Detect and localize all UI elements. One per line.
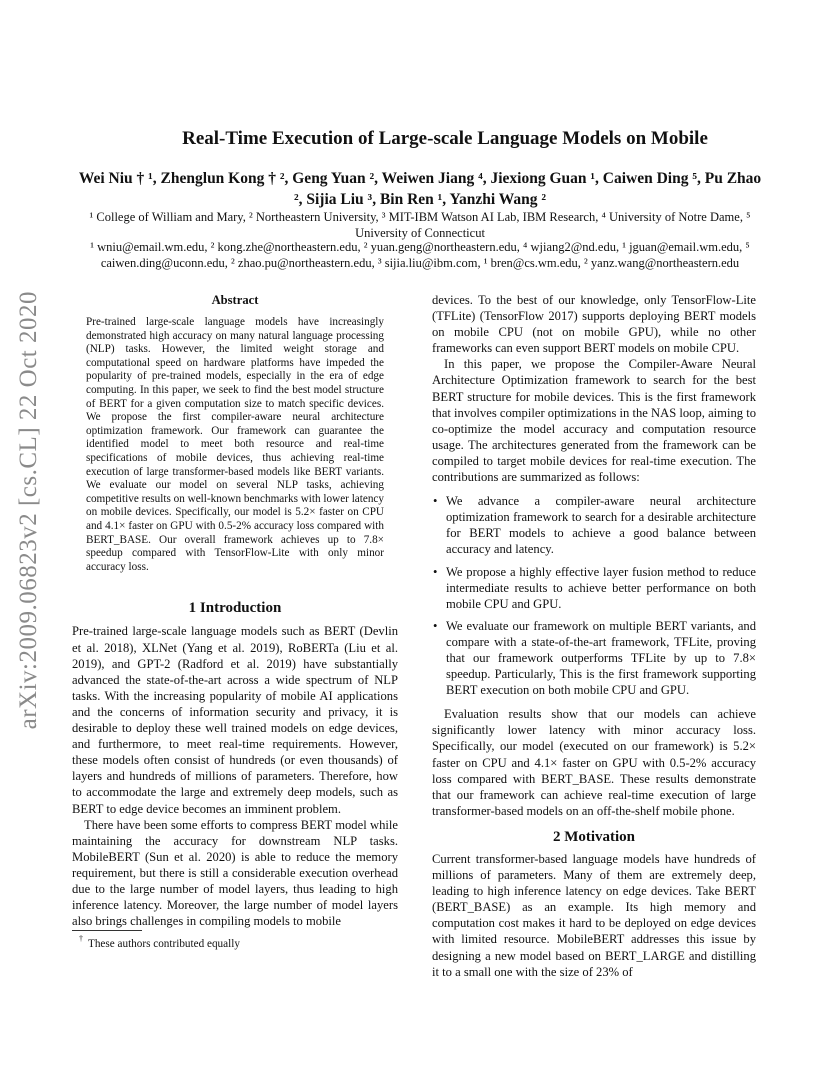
intro-paragraph-1: Pre-trained large-scale language models such as BERT (Devlin et al. 2018), XLNet (Yang et al. 2019), RoBERTa (Liu et al. 2019), and GPT-2 (Radford et al. 2019) have substantially advanced the state-of-the-art across a wide spectrum of NLP tasks. With the increasing popularity of mobile AI applications and the concerns of information security and privacy, it is desirable to deploy these well trained models on edge devices, and furthermore, to meet real-time requirements. However, these models often consist of hundreds (or even thousands) of layers and hundreds of millions of parameters. Therefore, how to accommodate the large and extremely deep models, such as BERT to edge device becomes an imminent problem.	[72, 624, 398, 816]
footnote-rule	[72, 930, 142, 931]
contribution-list	[432, 493, 756, 698]
footnote-text: These authors contributed equally	[88, 938, 240, 950]
motivation-paragraph: Current transformer-based language models have hundreds of millions of parameters. Many of them are extremely deep, leading to high inference latency on edge devices. Take BERT (BERT_BASE) as an example. Its high memory and computation cost makes it hard to be deployed on edge devices with limited resource. MobileBERT addresses this issue by designing a new model based on BERT_LARGE and distilling it to a small one with the size of 23% of	[432, 852, 756, 979]
right-column	[432, 292, 756, 980]
affiliations: ¹ College of William and Mary, ² Northeastern University, ³ MIT-IBM Watson AI Lab, IBM Research, ⁴ University of Notre Dame, ⁵ University of Connecticut	[89, 210, 751, 240]
paper-title: Real-Time Execution of Large-scale Language Models on Mobile	[182, 128, 708, 149]
footnote-mark: †	[79, 934, 83, 943]
abstract-text: Pre-trained large-scale language models have increasingly demonstrated high accuracy on many natural language processing (NLP) tasks. However, the limited weight storage and computational speed on hardware platforms have impeded the popularity of pre-trained models, especially in the era of edge computing. In this paper, we seek to find the best model structure of BERT for a given computation size to match specific devices. We propose the first compiler-aware neural architecture optimization framework. Our framework can guarantee the identified model to meet both resource and real-time specifications of mobile devices, thus achieving real-time execution of large transformer-based models like BERT variants. We evaluate our model on several NLP tasks, achieving competitive results on well-known benchmarks with lower latency on mobile devices. Specifically, our model is 5.2× faster on CPU and 4.1× faster on GPU with 0.5-2% accuracy loss compared with BERT_BASE. Our overall framework achieves up to 7.8× speedup compared with TensorFlow-Lite with only minor accuracy loss.	[86, 316, 384, 573]
contribution-item: • We evaluate our framework on multiple BERT variants, and compare with a state-of-the-art framework, TFLite, proving that our framework outperforms TFLite by up to 7.8× speedup. Particularly, This is the first framework supporting BERT execution on both mobile CPU and GPU.	[432, 618, 756, 698]
arxiv-identifier	[4, 290, 54, 730]
left-column	[72, 292, 398, 929]
right-paragraph-2: In this paper, we propose the Compiler-Aware Neural Architecture Optimization framework to search for the best BERT structure for mobile devices. This is the first framework that involves compiler optimizations in the NAS loop, aiming to co-optimize the model accuracy and computation resource usage. The architectures generated from the framework can be compiled to target mobile devices for real-time execution. The contributions are summarized as follows:	[432, 357, 756, 485]
right-paragraph-3: Evaluation results show that our models can achieve significantly lower latency with minor accuracy loss. Specifically, our model (executed on our framework) is 5.2× faster on CPU and 4.1× faster on GPU with 0.5-2% accuracy loss compared with BERT_BASE. These results demonstrate that our framework can achieve real-time execution of large transformer-based models on an off-the-shelf mobile phone.	[432, 707, 756, 818]
email-list: ¹ wniu@email.wm.edu, ² kong.zhe@northeastern.edu, ² yuan.geng@northeastern.edu, ⁴ wjiang2@nd.edu, ¹ jguan@email.wm.edu, ⁵ caiwen.ding@uconn.edu, ² zhao.pu@northeastern.edu, ³ sijia.liu@ibm.com, ¹ bren@cs.wm.edu, ² yanz.wang@northeastern.edu	[90, 240, 750, 270]
contribution-item: • We propose a highly effective layer fusion method to reduce intermediate results to achieve better performance on both mobile CPU and GPU.	[432, 564, 756, 612]
intro-paragraph-2: There have been some efforts to compress BERT model while maintaining the accuracy for downstream NLP tasks. MobileBERT (Sun et al. 2020) is able to reduce the memory requirement, but there is still a considerable execution overhead due to the large number of model layers, thus leading to high inference latency. Moreover, the large number of model layers also brings challenges in compiling models to mobile	[72, 817, 398, 929]
abstract-heading: Abstract	[211, 293, 259, 307]
motivation-heading: 2 Motivation	[552, 828, 636, 845]
introduction-heading: 1 Introduction	[188, 600, 282, 617]
contribution-item: • We advance a compiler-aware neural architecture optimization framework to search for a desirable architecture for BERT models to achieve a good balance between accuracy and latency.	[432, 493, 756, 557]
author-list: Wei Niu † ¹, Zhenglun Kong † ², Geng Yuan ², Weiwen Jiang ⁴, Jiexiong Guan ¹, Caiwen Ding ⁵, Pu Zhao ², Sijia Liu ³, Bin Ren ¹, Yanzhi Wang ²	[78, 170, 762, 208]
right-paragraph-1: devices. To the best of our knowledge, only TensorFlow-Lite (TFLite) (TensorFlow 2017) supports deploying BERT models on mobile CPU (not on mobile GPU), while no other frameworks can even support BERT models on mobile CPU.	[432, 293, 756, 356]
arxiv-id-text: arXiv:2009.06823v2 [cs.CL] 22 Oct 2020	[15, 290, 42, 730]
